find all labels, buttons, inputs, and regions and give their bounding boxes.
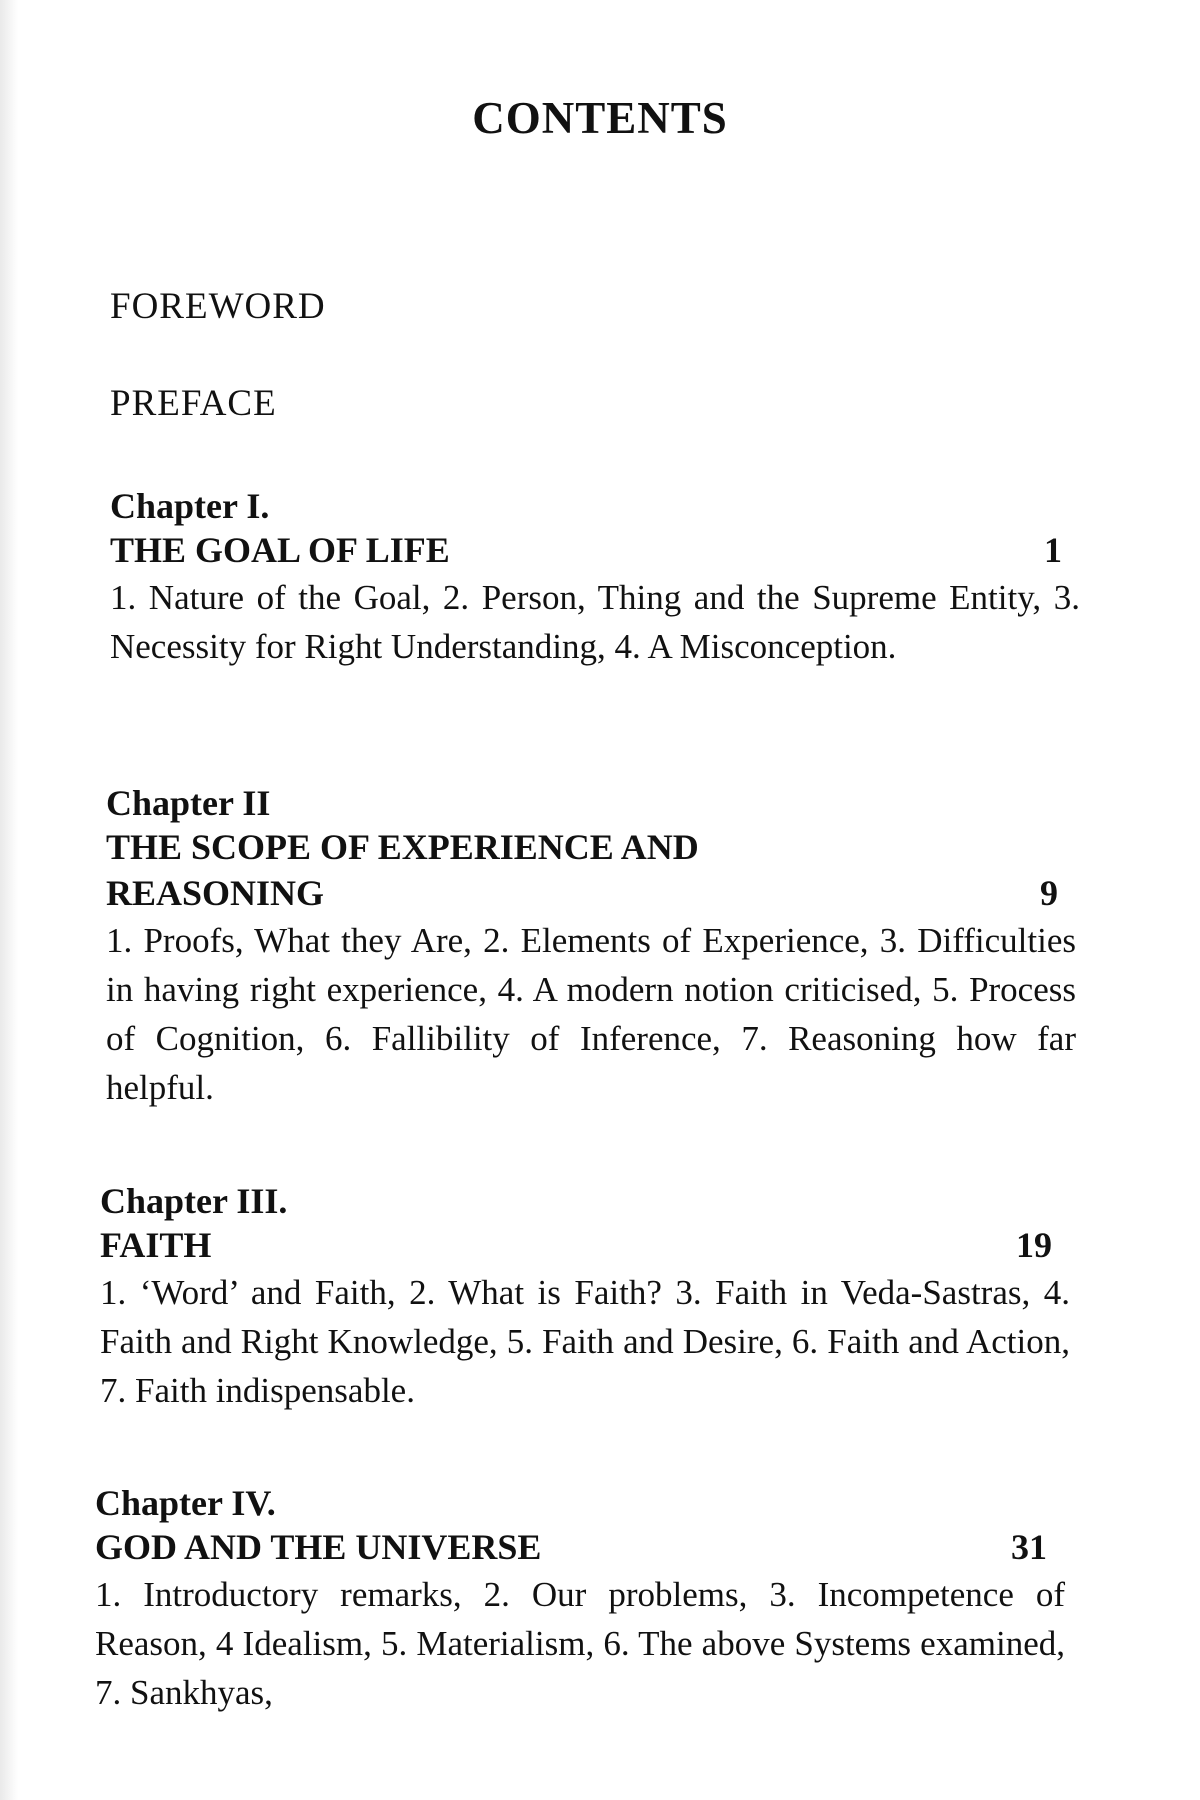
chapter-page-number: 31 bbox=[1011, 1527, 1047, 1567]
chapter-label: Chapter IV. bbox=[95, 1483, 276, 1523]
chapter-title: FAITH bbox=[100, 1225, 212, 1265]
chapter-title: GOD AND THE UNIVERSE bbox=[95, 1527, 542, 1567]
chapter-page-number: 9 bbox=[1040, 873, 1058, 913]
toc-entry-foreword: FOREWORD bbox=[110, 286, 326, 327]
chapter-entry-2 bbox=[106, 782, 1076, 1112]
chapter-summary: 1. Introductory remarks, 2. Our problems, 3. Incompetence of Reason, 4 Idealism, 5. Materialism, 6. The above Systems examined, 7. Sankhyas, bbox=[95, 1575, 1065, 1712]
chapter-label: Chapter III. bbox=[100, 1181, 288, 1221]
chapter-summary: 1. Nature of the Goal, 2. Person, Thing and the Supreme Entity, 3. Necessity for Right Understanding, 4. A Misconception. bbox=[110, 578, 1080, 666]
chapter-entry-4 bbox=[95, 1482, 1065, 1717]
chapter-title-row bbox=[106, 824, 1076, 916]
chapter-title-row bbox=[100, 1222, 1070, 1268]
chapter-title: THE SCOPE OF EXPERIENCE AND REASONING bbox=[106, 827, 699, 913]
chapter-entry-1 bbox=[110, 485, 1080, 671]
chapter-title: THE GOAL OF LIFE bbox=[110, 530, 450, 570]
chapter-label: Chapter I. bbox=[110, 486, 270, 526]
chapter-title-row bbox=[95, 1524, 1065, 1570]
chapter-title-row bbox=[110, 527, 1080, 573]
chapter-page-number: 1 bbox=[1044, 530, 1062, 570]
chapter-label: Chapter II bbox=[106, 783, 271, 823]
chapter-summary: 1. ‘Word’ and Faith, 2. What is Faith? 3. Faith in Veda-Sastras, 4. Faith and Right Knowledge, 5. Faith and Desire, 6. Faith and Action, 7. Faith indispensable. bbox=[100, 1273, 1070, 1410]
page-title: CONTENTS bbox=[472, 93, 728, 143]
toc-entry-preface: PREFACE bbox=[110, 383, 277, 424]
chapter-page-number: 19 bbox=[1016, 1225, 1052, 1265]
chapter-entry-3 bbox=[100, 1180, 1070, 1415]
chapter-summary: 1. Proofs, What they Are, 2. Elements of Experience, 3. Difficulties in having right experience, 4. A modern notion criticised, 5. Process of Cognition, 6. Fallibility of Inference, 7. Reasoning how far helpful. bbox=[106, 921, 1076, 1107]
